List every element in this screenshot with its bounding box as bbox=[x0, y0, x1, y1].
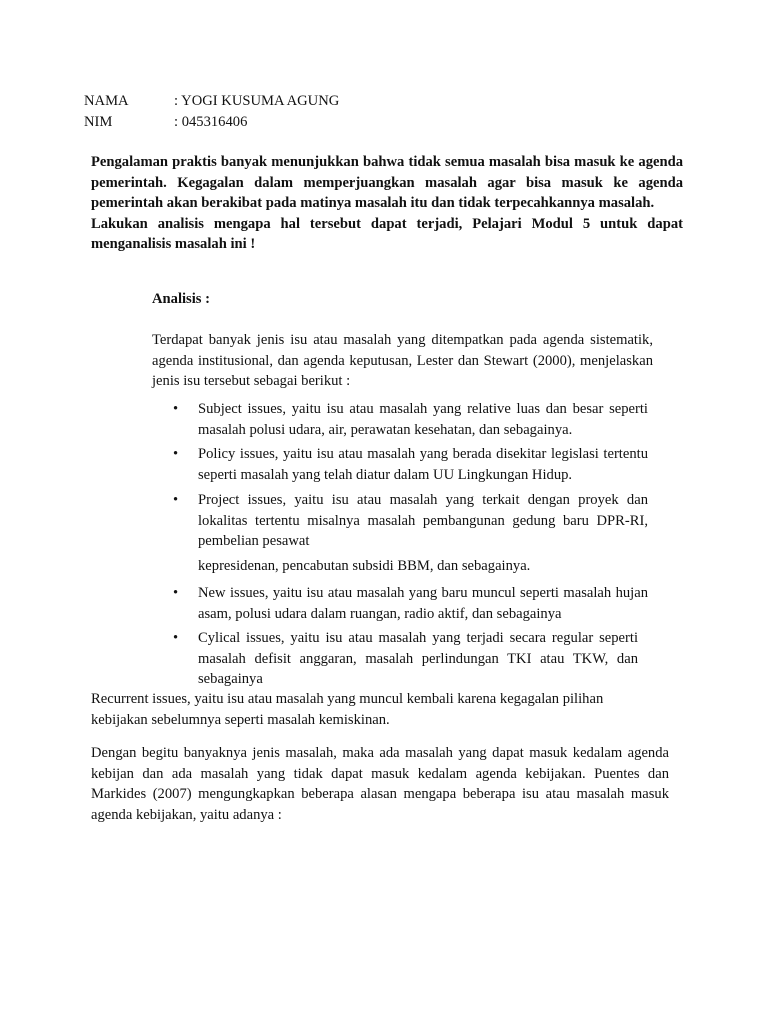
nim-value: : 045316406 bbox=[174, 114, 248, 130]
list-item-text: Cylical issues, yaitu isu atau masalah yang terjadi secara regular seperti masalah defisit anggaran, masalah perlindungan TKI atau TKW, dan sebagainya bbox=[198, 630, 638, 687]
question-paragraph-2: Lakukan analisis mengapa hal tersebut dapat terjadi, Pelajari Modul 5 untuk dapat menganalisis masalah ini ! bbox=[91, 215, 683, 252]
bullet-icon: • bbox=[173, 492, 179, 508]
analysis-title: Analisis : bbox=[152, 291, 210, 307]
name-value: : YOGI KUSUMA AGUNG bbox=[174, 93, 340, 109]
bullet-icon: • bbox=[173, 401, 179, 417]
list-item bbox=[152, 399, 648, 440]
list-item bbox=[152, 490, 648, 552]
list-item bbox=[152, 583, 648, 624]
list-item bbox=[152, 628, 648, 690]
nim-row bbox=[84, 112, 684, 133]
question-paragraph-1: Pengalaman praktis banyak menunjukkan bahwa tidak semua masalah bisa masuk ke agenda pemerintah. Kegagalan dalam memperjuangkan masalah agar bisa masuk ke agenda pemerintah akan berakibat pada matinya masalah itu dan tidak terpecahkannya masalah. bbox=[91, 154, 683, 211]
list-item bbox=[152, 444, 648, 485]
question-block bbox=[91, 152, 683, 255]
list-item-text: Project issues, yaitu isu atau masalah yang terkait dengan proyek dan lokalitas tertentu misalnya masalah pembangunan gedung baru DPR-RI, pembelian pesawat bbox=[198, 492, 648, 549]
analysis-intro: Terdapat banyak jenis isu atau masalah yang ditempatkan pada agenda sistematik, agenda institusional, dan agenda keputusan, Lester dan Stewart (2000), menjelaskan jenis isu tersebut sebagai berikut : bbox=[152, 332, 653, 389]
list-item-continuation: kepresidenan, pencabutan subsidi BBM, dan sebagainya. bbox=[198, 557, 531, 574]
name-label: NAMA bbox=[84, 93, 129, 109]
list-item-text: New issues, yaitu isu atau masalah yang baru muncul seperti masalah hujan asam, polusi udara dalam ruangan, radio aktif, dan sebagainya bbox=[198, 585, 648, 622]
bullet-icon: • bbox=[173, 446, 179, 462]
name-row bbox=[84, 91, 684, 112]
issue-list bbox=[152, 399, 652, 690]
bullet-icon: • bbox=[173, 585, 179, 601]
recurrent-issues-paragraph: Recurrent issues, yaitu isu atau masalah yang muncul kembali karena kegagalan pilihan kebijakan sebelumnya seperti masalah kemiskinan. bbox=[91, 691, 604, 728]
bullet-icon: • bbox=[173, 630, 179, 646]
list-item-text: Policy issues, yaitu isu atau masalah yang berada disekitar legislasi tertentu seperti masalah yang telah diatur dalam UU Lingkungan Hidup. bbox=[198, 446, 648, 483]
closing-paragraph: Dengan begitu banyaknya jenis masalah, maka ada masalah yang dapat masuk kedalam agenda kebijan dan ada masalah yang tidak dapat masuk kedalam agenda kebijakan. Puentes dan Markides (2007) mengungkapkan beberapa alasan mengapa beberapa isu atau masalah masuk agenda kebijakan, yaitu adanya : bbox=[91, 745, 669, 823]
nim-label: NIM bbox=[84, 114, 113, 130]
list-item-text: Subject issues, yaitu isu atau masalah yang relative luas dan besar seperti masalah polusi udara, air, perawatan kesehatan, dan sebagainya. bbox=[198, 401, 648, 438]
